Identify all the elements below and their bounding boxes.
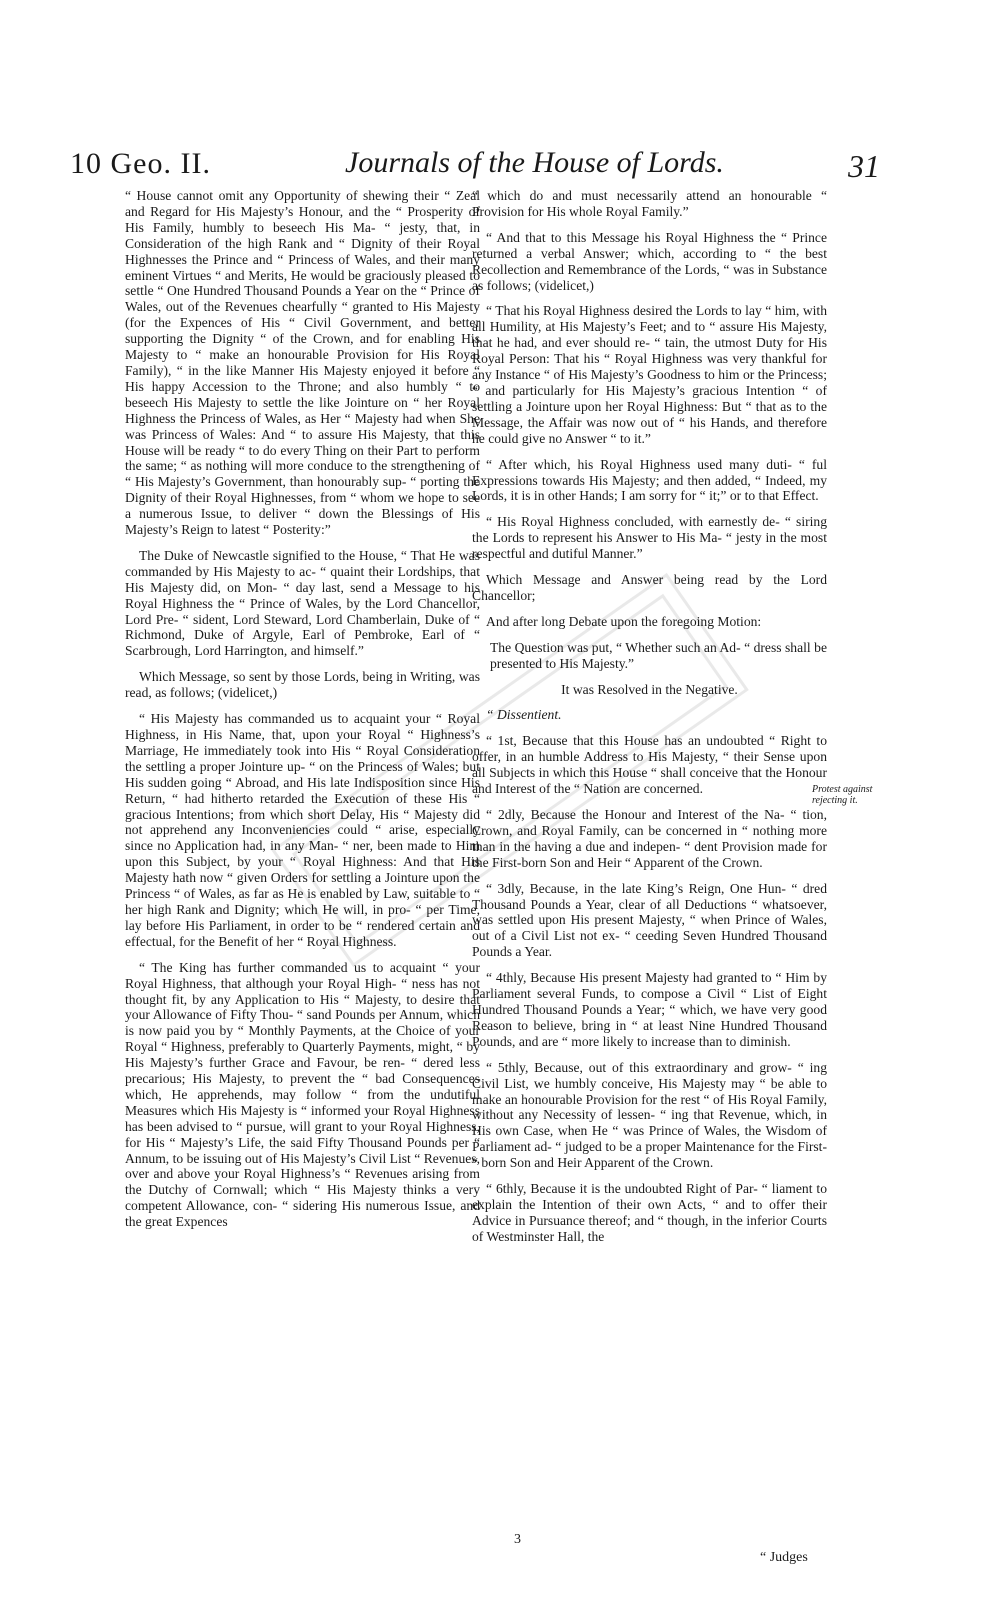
- signature-mark: 3: [514, 1532, 521, 1547]
- answer-text-2: “ After which, his Royal Highness used many duti- “ ful Expressions towards His Majesty; and then added, “ Indeed, my Lords, it is in other Hands; I am sorry for “ it;” or to that Effect.: [472, 456, 827, 504]
- reason-3: “ 3dly, Because, in the late King’s Reign, One Hun- “ dred Thousand Pounds a Year, clear of all Deductions “ whatsoever, was settled upon His present Majesty, “ when Prince of Wales, out of a Civil List not ex- “ ceeding Seven Hundred Thousand Pounds a Year.: [472, 880, 827, 960]
- right-column: [472, 188, 827, 1255]
- verbal-answer-intro: “ And that to this Message his Royal Highness the “ Prince returned a verbal Answer; which, according to “ the best Recollection and Remembrance of the Lords, “ was in Substance as follows; (videlicet,): [472, 229, 827, 293]
- page-header: [0, 0, 992, 200]
- address-text: “ House cannot omit any Opportunity of shewing their “ Zeal and Regard for His Majesty’s Honour, and the “ Prosperity of His Family, humbly to beseech His Ma- “ jesty, that, in Consideration of the high Rank and “ Dignity of their Royal Highnesses the Prince and “ Princess of Wales, and their many eminent Virtues “ and Merits, He would be graciously pleased to settle “ One Hundred Thousand Pounds a Year on the “ Prince of Wales, out of the Revenues chearfully “ granted to His Majesty (for the Expences of His “ Civil Government, and better supporting the Dignity “ of the Crown, and for enabling His Majesty to “ make an honourable Provision for His Royal Family), “ in the like Manner His Majesty enjoyed it before “ His happy Accession to the Throne; and also humbly “ to beseech His Majesty to settle the like Jointure on “ her Royal Highness the Princess of Wales, as Her “ Majesty had when She was Princess of Wales: And “ to assure His Majesty, that this House will be ready “ to do every Thing on their Part to perform the same; “ as nothing will more conduce to the strengthening of “ His Majesty’s Government, than honourably sup- “ porting the Dignity of their Royal Highnesses, from “ whom we hope to see a numerous Issue, to deliver “ down the Blessings of His Majesty’s Reign to latest “ Posterity:”: [125, 188, 480, 538]
- answer-text-1: “ That his Royal Highness desired the Lords to lay “ him, with all Humility, at His Majesty’s Feet; and to “ assure His Majesty, that he had, and ever should re- “ tain, the utmost Duty for His Royal Person: That his “ Royal Highness was very thankful for any Instance “ of His Majesty’s Goodness to him or the Princess; “ and particularly for His Majesty’s gracious Intention “ of settling a Jointure upon her Royal Highness: But “ that as to the Message, the Affair was now out of “ his Hands, and therefore he could give no Answer “ to it.”: [472, 303, 827, 446]
- after-debate: And after long Debate upon the foregoing Motion:: [486, 613, 762, 629]
- duke-newcastle-paragraph: The Duke of Newcastle signified to the House, “ That He was commanded by His Majesty to ac- “ quaint their Lordships, that His Majesty did, on Mon- “ day last, send a Message to his Royal Highness the “ Prince of Wales, by the Lord Chancellor, Lord Pre- “ sident, Lord Steward, Lord Chamberlain, Duke of “ Richmond, Duke of Argyle, Earl of Pembroke, Earl of “ Scarbrough, Lord Harrington, and himself.”: [125, 547, 480, 659]
- message-answer-read: Which Message and Answer being read by the Lord Chancellor;: [472, 572, 827, 603]
- reason-5: “ 5thly, Because, out of this extraordinary and grow- “ ing Civil List, we humbly conceive, His Majesty may “ be able to make an honourable Provision for the rest “ of His Royal Family, without any Necessity of lessen- “ ing that Revenue, which, in His own Case, when He “ was Prince of Wales, the Wisdom of Parliament ad- “ judged to be a proper Maintenance for the First- “ born Son and Heir Apparent of the Crown.: [472, 1059, 827, 1171]
- folio-number: 31: [848, 148, 880, 184]
- catchword: “ Judges: [760, 1550, 808, 1565]
- question-put: The Question was put, “ Whether such an Ad- “ dress shall be presented to His Majesty.”: [490, 639, 827, 671]
- resolved-negative: It was Resolved in the Negative.: [561, 681, 738, 697]
- running-title: Journals of the House of Lords.: [345, 146, 724, 179]
- message-read-paragraph: Which Message, so sent by those Lords, being in Writing, was read, as follows; (videlicet,): [125, 669, 480, 701]
- answer-text-3: “ His Royal Highness concluded, with earnestly de- “ siring the Lords to represent his Answer to His Ma- “ jesty in the most respectful and dutiful Manner.”: [472, 514, 827, 562]
- reason-6: “ 6thly, Because it is the undoubted Right of Par- “ liament to explain the Intention of their own Acts, “ and to offer their Advice in Pursuance thereof; and “ though, in the inferior Courts of Westminster Hall, the: [472, 1181, 827, 1244]
- regnal-year: 10 Geo. II.: [70, 147, 211, 180]
- dissentient-heading: “ Dissentient.: [486, 707, 562, 723]
- message-text-cont: “ which do and must necessarily attend an honourable “ Provision for His whole Royal Family.”: [472, 188, 827, 219]
- message-text-1: “ His Majesty has commanded us to acquaint your “ Royal Highness, in His Name, that, upon your Royal “ Highness’s Marriage, He immediately took into His “ Royal Consideration the settling a proper Jointure up- “ on the Princess of Wales; but His sudden going “ Abroad, and His late Indisposition since His Return, “ had hitherto retarded the Execution of these His “ gracious Intentions; from which short Delay, His “ Majesty did not apprehend any Inconveniencies could “ arise, especially since no Application had, in any Man- “ ner, been made to Him upon this Subject, by your “ Royal Highness: And that His Majesty hath now “ given Orders for settling a Jointure upon the Princess “ of Wales, as far as He is enabled by Law, suitable to “ her high Rank and Dignity; which He will, in pro- “ per Time, lay before His Parliament, in order to be “ rendered certain and effectual, for the Benefit of her “ Royal Highness.: [125, 711, 480, 949]
- reason-4: “ 4thly, Because His present Majesty had granted to “ Him by Parliament several Funds, to compose a Civil “ List of Eight Hundred Thousand Pounds a Year; “ which, we have very good Reason to believe, bring in “ at least Nine Hundred Thousand Pounds, and are “ more likely to increase than to diminish.: [472, 970, 827, 1049]
- message-text-2: “ The King has further commanded us to acquaint “ your Royal Highness, that although your Royal High- “ ness has not thought fit, by any Application to His “ Majesty, to desire that your Allowance of Fifty Thou- “ sand Pounds per Annum, which is now paid you by “ Monthly Payments, at the Choice of your Royal “ Highness, preferably to Quarterly Payments, might, “ by His Majesty’s further Grace and Favour, be ren- “ dered less precarious; His Majesty, to prevent the “ bad Consequences which, He apprehends, may follow “ from the undutiful Measures which His Majesty is “ informed your Royal Highness has been advised to “ pursue, will grant to your Royal Highness, for His “ Majesty’s Life, the said Fifty Thousand Pounds per “ Annum, to be issuing out of His Majesty’s Civil List “ Revenues, over and above your Royal Highness’s “ Revenues arising from the Dutchy of Cornwall; which “ His Majesty thinks a very competent Allowance, con- “ sidering His numerous Issue, and the great Expences: [125, 959, 480, 1230]
- margin-note: Protest against rejecting it.: [812, 784, 873, 806]
- reason-2: “ 2dly, Because the Honour and Interest of the Na- “ tion, Crown, and Royal Family, can be concerned in “ nothing more than in the having a due and indepen- “ dent Provision made for the First-born Son and Heir “ Apparent of the Crown.: [472, 807, 827, 870]
- left-column: [125, 188, 480, 1240]
- reason-1: “ 1st, Because that this House has an undoubted “ Right to offer, in an humble Address to His Majesty, “ their Sense upon all Subjects in which this House “ shall conceive that the Honour and Interest of the “ Nation are concerned.: [472, 733, 827, 797]
